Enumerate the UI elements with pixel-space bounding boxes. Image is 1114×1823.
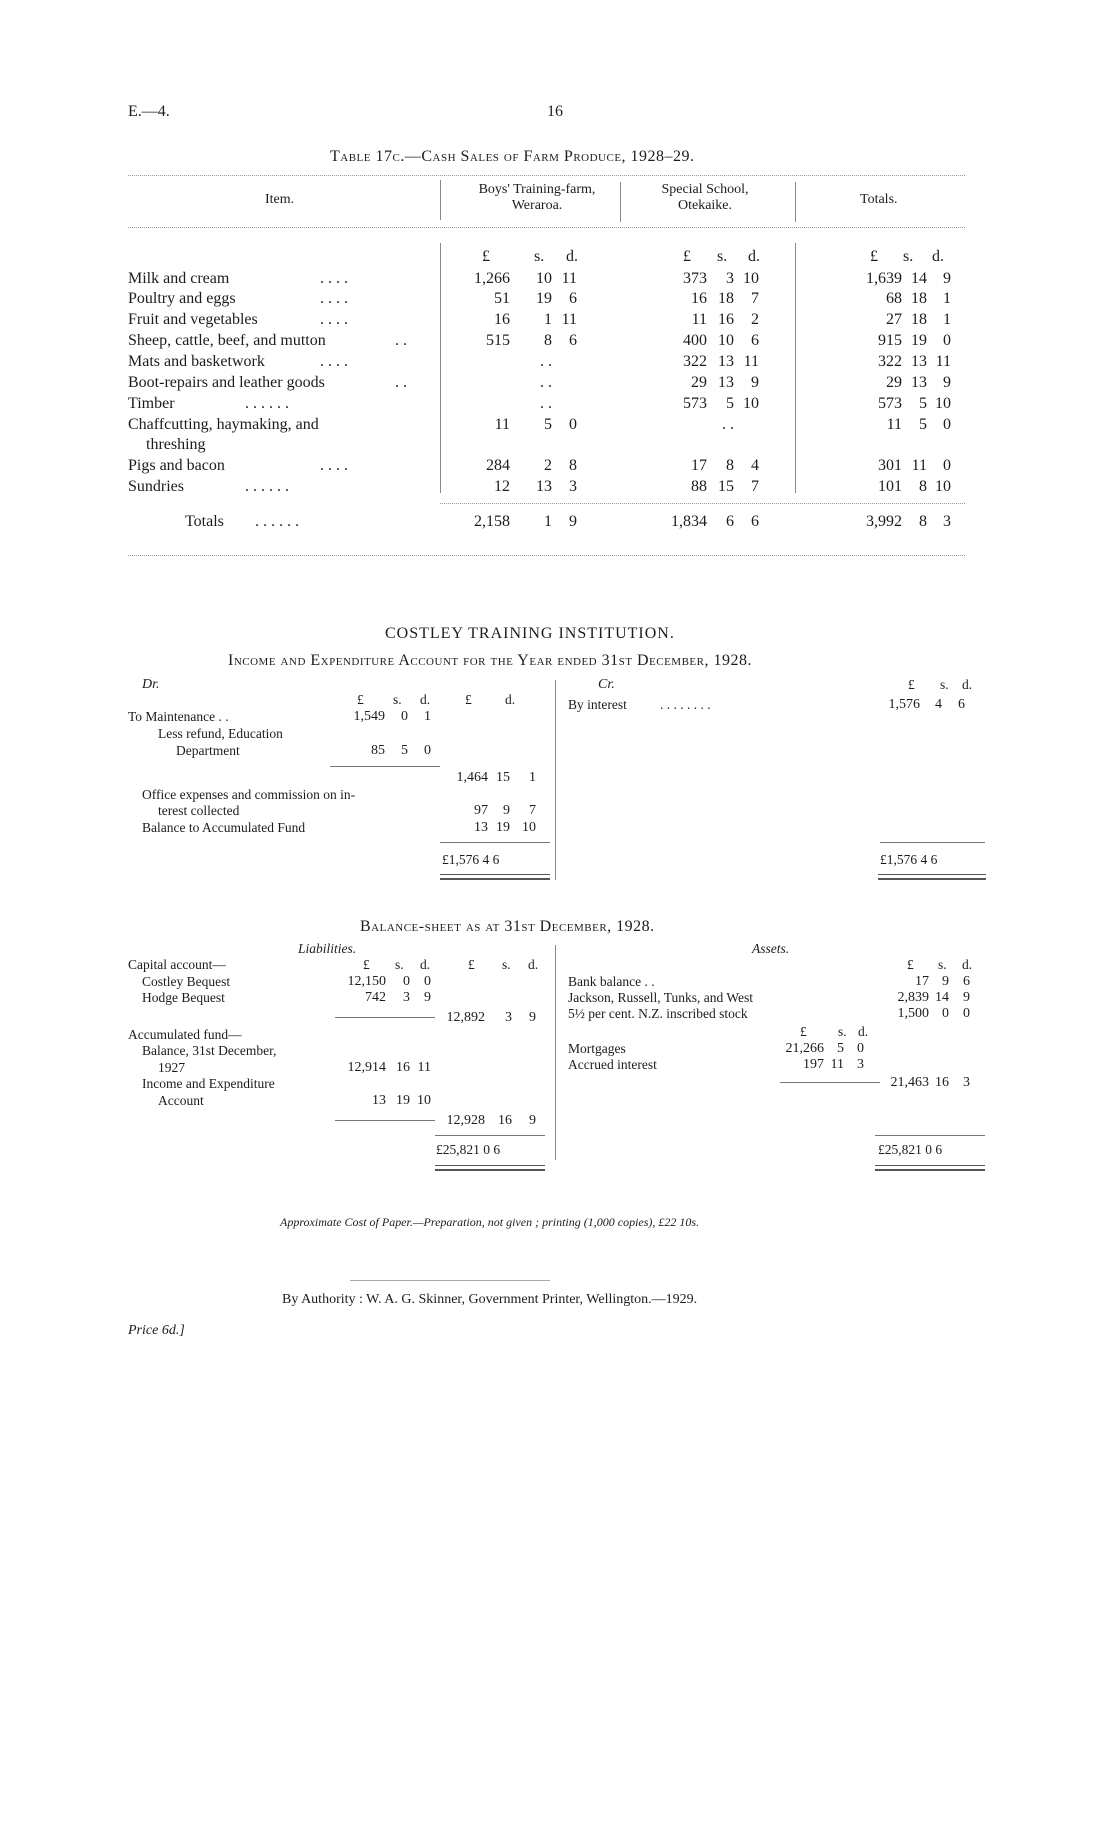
table-bottom-rule xyxy=(128,555,965,556)
net-maintenance-pence: 1 xyxy=(529,770,536,785)
column-divider xyxy=(795,243,796,493)
cell-total-pounds: 301 xyxy=(878,457,902,474)
fund-total-pounds: 12,928 xyxy=(446,1113,485,1128)
unit-pence: d. xyxy=(528,957,539,972)
row-item-label: Timber xyxy=(128,395,175,412)
totals-shillings: 8 xyxy=(919,513,927,530)
unit-pound: £ xyxy=(907,957,914,972)
row-item-label: Boot-repairs and leather goods xyxy=(128,374,325,391)
credit-label: Cr. xyxy=(598,677,615,692)
balance-pounds: 13 xyxy=(474,820,488,835)
subtotal-rule xyxy=(335,1120,435,1121)
maintenance-pounds: 1,549 xyxy=(353,709,385,724)
cell-special-pence: 7 xyxy=(751,478,759,495)
totals-pence: 3 xyxy=(943,513,951,530)
total-rule xyxy=(875,1135,985,1136)
hodge-pounds: 742 xyxy=(365,990,386,1005)
office-shillings: 9 xyxy=(503,803,510,818)
total-rule xyxy=(440,842,550,843)
totals-rule xyxy=(440,503,965,504)
unit-pence: d. xyxy=(962,957,973,972)
page-number: 16 xyxy=(547,103,563,120)
cell-total-shillings: 13 xyxy=(911,353,927,370)
mortgages-pounds: 21,266 xyxy=(785,1041,824,1056)
debit-label: Dr. xyxy=(142,677,160,692)
office-expenses-label-2: terest collected xyxy=(158,803,240,818)
cell-special-pence: 4 xyxy=(751,457,759,474)
interest-pence: 6 xyxy=(958,697,965,712)
cost-of-paper-note: Approximate Cost of Paper.—Preparation, not given ; printing (1,000 copies), £22 10s. xyxy=(280,1215,700,1229)
row-item-label: Pigs and bacon xyxy=(128,457,225,474)
maintenance-shillings: 0 xyxy=(401,709,408,724)
cell-boys-pence: 3 xyxy=(569,478,577,495)
fund-total-pence: 9 xyxy=(529,1113,536,1128)
unit-pound: £ xyxy=(482,248,490,265)
unit-pound: £ xyxy=(683,248,691,265)
cell-boys-shillings: 2 xyxy=(544,457,552,474)
cell-boys-shillings: 13 xyxy=(536,478,552,495)
fund-total-shillings: 16 xyxy=(498,1113,512,1128)
cell-special-pence: 7 xyxy=(751,290,759,307)
cell-special-shillings: 10 xyxy=(718,332,734,349)
cell-boys-shillings: 5 xyxy=(544,416,552,433)
cell-total-pounds: 68 xyxy=(886,290,902,307)
table-title: Table 17c.—Cash Sales of Farm Produce, 1928–29. xyxy=(330,148,695,165)
balance-label: Balance, 31st December, xyxy=(142,1043,277,1058)
cell-special-pounds: 17 xyxy=(691,457,707,474)
unit-pound: £ xyxy=(363,957,370,972)
header-divider xyxy=(795,182,796,222)
cell-special-pence: 9 xyxy=(751,374,759,391)
document-reference: E.—4. xyxy=(128,103,170,120)
interest-pounds: 1,576 xyxy=(888,697,920,712)
cell-boys-shillings: . . xyxy=(540,353,552,370)
unit-pound: £ xyxy=(465,692,472,707)
cell-total-pence: 11 xyxy=(935,353,951,370)
column-header-item: Item. xyxy=(265,192,295,207)
balance-pounds: 12,914 xyxy=(347,1060,386,1075)
cell-boys-shillings: 10 xyxy=(536,270,552,287)
dot-leader: . . . . xyxy=(320,270,348,287)
balance-label-2: 1927 xyxy=(158,1060,185,1075)
balance-pence: 11 xyxy=(417,1060,431,1075)
double-rule xyxy=(440,874,550,880)
dot-leader: . . xyxy=(395,374,407,391)
cell-special-shillings: 16 xyxy=(718,311,734,328)
stock-pounds: 1,500 xyxy=(897,1006,929,1021)
total-rule xyxy=(435,1135,545,1136)
maintenance-pence: 1 xyxy=(424,709,431,724)
accrued-shillings: 11 xyxy=(830,1057,844,1072)
subtotal-rule xyxy=(780,1082,880,1083)
column-divider xyxy=(440,243,441,493)
cell-special-shillings: 13 xyxy=(718,374,734,391)
maintenance-label: To Maintenance . . xyxy=(128,709,229,724)
cell-total-pounds: 1,639 xyxy=(866,270,902,287)
cell-special-shillings: 15 xyxy=(718,478,734,495)
dot-leader: . . . . xyxy=(320,290,348,307)
unit-shilling: s. xyxy=(903,248,914,265)
jackson-pence: 9 xyxy=(963,990,970,1005)
office-expenses-label: Office expenses and commission on in- xyxy=(142,787,356,802)
interest-shillings: 4 xyxy=(935,697,942,712)
row-item-label: Chaffcutting, haymaking, and xyxy=(128,416,319,433)
cell-boys-shillings: . . xyxy=(540,395,552,412)
capital-total-shillings: 3 xyxy=(505,1010,512,1025)
cell-total-pounds: 573 xyxy=(878,395,902,412)
column-header-special: Special School, Otekaike. xyxy=(661,182,749,213)
cell-special-pounds: 16 xyxy=(691,290,707,307)
income-pounds: 13 xyxy=(372,1093,386,1108)
cell-boys-pounds: 1,266 xyxy=(474,270,510,287)
bank-pounds: 17 xyxy=(915,974,929,989)
cell-special-pence: 10 xyxy=(743,270,759,287)
totals-boys-pence: 9 xyxy=(569,513,577,530)
cell-total-pence: 9 xyxy=(943,374,951,391)
account-title: Income and Expenditure Account for the Year ended 31st December, 1928. xyxy=(228,652,752,669)
credit-total: £1,576 4 6 xyxy=(880,852,938,867)
totals-boys-pounds: 2,158 xyxy=(474,513,510,530)
account-divider xyxy=(555,680,556,880)
mortgages-label: Mortgages xyxy=(568,1041,626,1056)
cell-boys-shillings: 1 xyxy=(544,311,552,328)
cell-total-shillings: 18 xyxy=(911,311,927,328)
stock-label: 5½ per cent. N.Z. inscribed stock xyxy=(568,1006,748,1021)
cell-total-pence: 1 xyxy=(943,311,951,328)
mortgages-shillings: 5 xyxy=(837,1041,844,1056)
assets-subtotal-pence: 3 xyxy=(963,1075,970,1090)
dot-leader: . . . . . . xyxy=(245,395,289,412)
cell-total-pounds: 322 xyxy=(878,353,902,370)
cell-total-pounds: 27 xyxy=(886,311,902,328)
balance-sheet-title: Balance-sheet as at 31st December, 1928. xyxy=(360,918,655,935)
cell-special-pounds: 322 xyxy=(683,353,707,370)
stock-shillings: 0 xyxy=(942,1006,949,1021)
balance-shillings: 16 xyxy=(396,1060,410,1075)
unit-pound: £ xyxy=(468,957,475,972)
unit-pound: £ xyxy=(870,248,878,265)
unit-shilling: s. xyxy=(717,248,728,265)
cell-total-pence: 9 xyxy=(943,270,951,287)
column-header-boys: Boys' Training-farm, Weraroa. xyxy=(478,182,596,213)
capital-total-pence: 9 xyxy=(529,1010,536,1025)
cell-total-pence: 0 xyxy=(943,416,951,433)
cell-special-pounds: 400 xyxy=(683,332,707,349)
by-interest-label: By interest xyxy=(568,697,627,712)
cell-boys-pence: 11 xyxy=(561,270,577,287)
refund-shillings: 5 xyxy=(401,743,408,758)
row-item-label: Poultry and eggs xyxy=(128,290,236,307)
income-label-2: Account xyxy=(158,1093,204,1108)
dot-leader: . . xyxy=(395,332,407,349)
assets-subtotal-shillings: 16 xyxy=(935,1075,949,1090)
unit-pence: d. xyxy=(748,248,760,265)
accrued-pence: 3 xyxy=(857,1057,864,1072)
cell-boys-pounds: 284 xyxy=(486,457,510,474)
totals-dot-leader: . . . . . . xyxy=(255,513,299,530)
cell-total-pence: 0 xyxy=(943,457,951,474)
unit-pence: d. xyxy=(932,248,944,265)
liabilities-heading: Liabilities. xyxy=(298,941,357,956)
totals-special-shillings: 6 xyxy=(726,513,734,530)
header-divider xyxy=(620,182,621,222)
cell-special-pounds: 29 xyxy=(691,374,707,391)
refund-label-2: Department xyxy=(176,743,240,758)
income-pence: 10 xyxy=(417,1093,431,1108)
costley-shillings: 0 xyxy=(403,974,410,989)
table-top-rule xyxy=(128,175,965,176)
office-pounds: 97 xyxy=(474,803,488,818)
unit-pence: d. xyxy=(962,677,973,692)
table-header-rule xyxy=(128,227,965,228)
row-item-label: Sundries xyxy=(128,478,184,495)
accrued-interest-label: Accrued interest xyxy=(568,1057,657,1072)
cell-special-shillings: . . xyxy=(722,416,734,433)
double-rule xyxy=(435,1165,545,1171)
costley-bequest-label: Costley Bequest xyxy=(142,974,231,989)
hodge-bequest-label: Hodge Bequest xyxy=(142,990,225,1005)
capital-total-pounds: 12,892 xyxy=(446,1010,485,1025)
cell-total-pounds: 101 xyxy=(878,478,902,495)
row-item-label: Sheep, cattle, beef, and mutton xyxy=(128,332,326,349)
cell-special-shillings: 18 xyxy=(718,290,734,307)
net-maintenance-pounds: 1,464 xyxy=(456,770,488,785)
cell-special-pounds: 11 xyxy=(691,311,707,328)
totals-pounds: 3,992 xyxy=(866,513,902,530)
unit-shilling: s. xyxy=(838,1024,847,1039)
dot-leader: . . . . xyxy=(320,353,348,370)
cell-total-pounds: 915 xyxy=(878,332,902,349)
costley-pounds: 12,150 xyxy=(347,974,386,989)
unit-pence: d. xyxy=(858,1024,869,1039)
section-title: COSTLEY TRAINING INSTITUTION. xyxy=(385,625,675,642)
cell-special-pence: 10 xyxy=(743,395,759,412)
hodge-pence: 9 xyxy=(424,990,431,1005)
totals-boys-shillings: 1 xyxy=(544,513,552,530)
row-item-label: Milk and cream xyxy=(128,270,230,287)
jackson-pounds: 2,839 xyxy=(897,990,929,1005)
cell-total-pounds: 29 xyxy=(886,374,902,391)
bank-balance-label: Bank balance . . xyxy=(568,974,655,989)
column-header-totals: Totals. xyxy=(860,192,898,207)
bank-pence: 6 xyxy=(963,974,970,989)
assets-total: £25,821 0 6 xyxy=(878,1142,943,1157)
row-item-label: Mats and basketwork xyxy=(128,353,265,370)
capital-account-label: Capital account— xyxy=(128,957,226,972)
cell-boys-pence: 6 xyxy=(569,332,577,349)
dot-leader: . . . . xyxy=(320,457,348,474)
net-maintenance-shillings: 15 xyxy=(496,770,510,785)
footer-rule xyxy=(350,1280,550,1281)
unit-shilling: s. xyxy=(502,957,511,972)
cell-boys-pounds: 16 xyxy=(494,311,510,328)
cell-special-pounds: 573 xyxy=(683,395,707,412)
row-item-label-2: threshing xyxy=(146,436,206,453)
accrued-pounds: 197 xyxy=(803,1057,824,1072)
cell-special-pence: 6 xyxy=(751,332,759,349)
cell-boys-pounds: 11 xyxy=(494,416,510,433)
totals-special-pence: 6 xyxy=(751,513,759,530)
balance-pence: 10 xyxy=(522,820,536,835)
price: Price 6d.] xyxy=(128,1323,185,1338)
cell-total-shillings: 13 xyxy=(911,374,927,391)
unit-shilling: s. xyxy=(395,957,404,972)
cell-boys-shillings: 8 xyxy=(544,332,552,349)
mortgages-pence: 0 xyxy=(857,1041,864,1056)
cell-total-shillings: 5 xyxy=(919,416,927,433)
dot-leader: . . . . . . xyxy=(245,478,289,495)
jackson-shillings: 14 xyxy=(935,990,949,1005)
assets-heading: Assets. xyxy=(752,941,790,956)
cell-special-pence: 2 xyxy=(751,311,759,328)
cell-boys-pence: 0 xyxy=(569,416,577,433)
balance-label: Balance to Accumulated Fund xyxy=(142,820,306,835)
unit-shilling: s. xyxy=(938,957,947,972)
total-rule xyxy=(880,842,985,843)
cell-total-shillings: 5 xyxy=(919,395,927,412)
balance-sheet-divider xyxy=(555,945,556,1160)
cell-boys-pence: 8 xyxy=(569,457,577,474)
totals-special-pounds: 1,834 xyxy=(671,513,707,530)
cell-special-shillings: 8 xyxy=(726,457,734,474)
liabilities-total: £25,821 0 6 xyxy=(436,1142,501,1157)
unit-pence: d. xyxy=(505,692,516,707)
refund-label: Less refund, Education xyxy=(158,726,283,741)
income-shillings: 19 xyxy=(396,1093,410,1108)
subtotal-rule xyxy=(330,766,440,767)
balance-shillings: 19 xyxy=(496,820,510,835)
accumulated-fund-label: Accumulated fund— xyxy=(128,1027,242,1042)
unit-shilling: s. xyxy=(393,692,402,707)
authority-line: By Authority : W. A. G. Skinner, Government Printer, Wellington.—1929. xyxy=(282,1292,698,1307)
office-pence: 7 xyxy=(529,803,536,818)
row-item-label: Fruit and vegetables xyxy=(128,311,258,328)
cell-boys-pence: 6 xyxy=(569,290,577,307)
header-divider xyxy=(440,180,441,220)
refund-pence: 0 xyxy=(424,743,431,758)
bank-shillings: 9 xyxy=(942,974,949,989)
cell-boys-shillings: 19 xyxy=(536,290,552,307)
hodge-shillings: 3 xyxy=(403,990,410,1005)
cell-special-pounds: 88 xyxy=(691,478,707,495)
cell-boys-pence: 11 xyxy=(561,311,577,328)
cell-special-shillings: 3 xyxy=(726,270,734,287)
cell-total-pence: 10 xyxy=(935,478,951,495)
jackson-label: Jackson, Russell, Tunks, and West xyxy=(568,990,754,1005)
cell-total-pounds: 11 xyxy=(886,416,902,433)
stock-pence: 0 xyxy=(963,1006,970,1021)
double-rule xyxy=(878,874,986,880)
unit-pence: d. xyxy=(420,692,431,707)
unit-pence: d. xyxy=(566,248,578,265)
costley-pence: 0 xyxy=(424,974,431,989)
cell-special-shillings: 5 xyxy=(726,395,734,412)
refund-pounds: 85 xyxy=(371,743,385,758)
cell-boys-pounds: 515 xyxy=(486,332,510,349)
debit-total: £1,576 4 6 xyxy=(442,852,500,867)
unit-shilling: s. xyxy=(940,677,949,692)
cell-boys-pounds: 51 xyxy=(494,290,510,307)
cell-total-shillings: 18 xyxy=(911,290,927,307)
cell-total-shillings: 11 xyxy=(911,457,927,474)
assets-subtotal-pounds: 21,463 xyxy=(890,1075,929,1090)
cell-total-pence: 0 xyxy=(943,332,951,349)
unit-pence: d. xyxy=(420,957,431,972)
cell-special-shillings: 13 xyxy=(718,353,734,370)
cell-total-shillings: 14 xyxy=(911,270,927,287)
double-rule xyxy=(875,1165,985,1171)
unit-shilling: s. xyxy=(534,248,545,265)
cell-total-shillings: 19 xyxy=(911,332,927,349)
cell-total-pence: 1 xyxy=(943,290,951,307)
unit-pound: £ xyxy=(800,1024,807,1039)
subtotal-rule xyxy=(335,1017,435,1018)
totals-label: Totals xyxy=(185,513,224,530)
unit-pound: £ xyxy=(357,692,364,707)
dot-leader: . . . . . . . . xyxy=(660,697,711,712)
cell-total-pence: 10 xyxy=(935,395,951,412)
cell-total-shillings: 8 xyxy=(919,478,927,495)
cell-boys-shillings: . . xyxy=(540,374,552,391)
cell-boys-pounds: 12 xyxy=(494,478,510,495)
dot-leader: . . . . xyxy=(320,311,348,328)
unit-pound: £ xyxy=(908,677,915,692)
income-label: Income and Expenditure xyxy=(142,1076,275,1091)
cell-special-pence: 11 xyxy=(743,353,759,370)
cell-special-pounds: 373 xyxy=(683,270,707,287)
